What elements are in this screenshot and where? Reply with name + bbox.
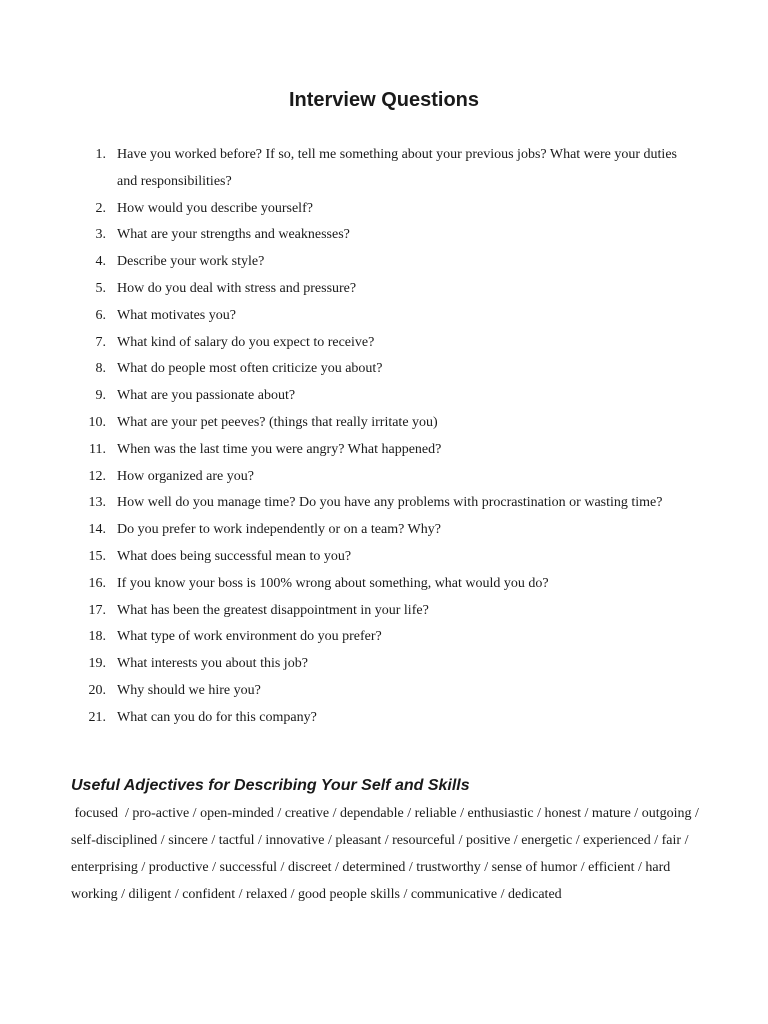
question-number: 7.: [95, 334, 106, 350]
question-item: [0, 705, 697, 732]
question-item: [0, 196, 697, 223]
question-number: 6.: [95, 307, 106, 323]
question-text: What are you passionate about?: [117, 388, 296, 404]
adjectives-paragraph: focused / pro-active / open-minded / creative / dependable / reliable / enthusiastic / honest / mature / outgoing / self-disciplined / sincere / tactful / innovative / pleasant / resourceful / positive / energetic / experienced / fair / enterprising / productive / successful / discreet / determined / trustworthy / sense of humor / efficient / hard working / diligent / confident / relaxed / good people skills / communicative / dedicated: [71, 806, 703, 902]
question-number: 5.: [95, 280, 106, 296]
question-item: [0, 571, 697, 598]
question-item: [0, 437, 697, 464]
question-item: [0, 678, 697, 705]
question-item: [0, 544, 697, 571]
question-item: [0, 142, 697, 196]
question-number: 20.: [88, 682, 106, 698]
question-item: [0, 249, 697, 276]
question-item: [0, 464, 697, 491]
question-number: 8.: [95, 361, 106, 377]
question-text: How well do you manage time? Do you have any problems with procrastination or wasting time?: [117, 495, 663, 511]
question-item: [0, 383, 697, 410]
question-text: What has been the greatest disappointment in your life?: [117, 602, 429, 618]
question-text: If you know your boss is 100% wrong about something, what would you do?: [117, 575, 549, 591]
question-number: 17.: [88, 602, 106, 618]
question-number: 14.: [88, 522, 106, 538]
question-text: What type of work environment do you prefer?: [117, 629, 382, 645]
question-number: 1.: [95, 147, 106, 162]
question-number: 18.: [88, 629, 106, 645]
question-text: What kind of salary do you expect to receive?: [117, 334, 375, 350]
question-number: 9.: [95, 388, 106, 404]
question-item: [0, 651, 697, 678]
question-item: [0, 276, 697, 303]
question-number: 2.: [95, 200, 106, 216]
question-item: [0, 303, 697, 330]
question-item: [0, 356, 697, 383]
question-text: Do you prefer to work independently or on a team? Why?: [117, 522, 441, 538]
question-text: How would you describe yourself?: [117, 200, 313, 216]
question-number: 16.: [88, 575, 106, 591]
question-text: What are your strengths and weaknesses?: [117, 227, 350, 243]
question-number: 11.: [89, 441, 106, 457]
question-number: 12.: [88, 468, 106, 484]
question-number: 13.: [88, 495, 106, 511]
question-text: What motivates you?: [117, 307, 236, 323]
question-text: What can you do for this company?: [117, 709, 317, 725]
question-text: What does being successful mean to you?: [117, 548, 352, 564]
question-item: [0, 330, 697, 357]
question-number: 19.: [88, 656, 106, 672]
question-number: 4.: [95, 254, 106, 270]
question-number: 21.: [88, 709, 106, 725]
questions-list: [0, 142, 768, 732]
question-number: 15.: [88, 548, 106, 564]
question-text: Have you worked before? If so, tell me something about your previous jobs? What were your duties and responsibilities?: [117, 147, 677, 189]
page-title: Interview Questions: [288, 89, 480, 111]
adjectives-heading: Useful Adjectives for Describing Your Self and Skills: [71, 777, 470, 794]
question-item: [0, 410, 697, 437]
question-text: Why should we hire you?: [117, 682, 261, 698]
question-item: [0, 222, 697, 249]
question-text: When was the last time you were angry? What happened?: [117, 441, 442, 457]
question-text: What do people most often criticize you about?: [117, 361, 383, 377]
question-item: [0, 598, 697, 625]
question-text: Describe your work style?: [117, 254, 265, 270]
question-number: 10.: [88, 414, 106, 430]
question-text: What are your pet peeves? (things that really irritate you): [117, 414, 438, 430]
question-number: 3.: [95, 227, 106, 243]
question-text: How organized are you?: [117, 468, 254, 484]
question-text: What interests you about this job?: [117, 656, 308, 672]
question-item: [0, 517, 697, 544]
question-text: How do you deal with stress and pressure?: [117, 280, 357, 296]
question-item: [0, 624, 697, 651]
question-item: [0, 490, 697, 517]
